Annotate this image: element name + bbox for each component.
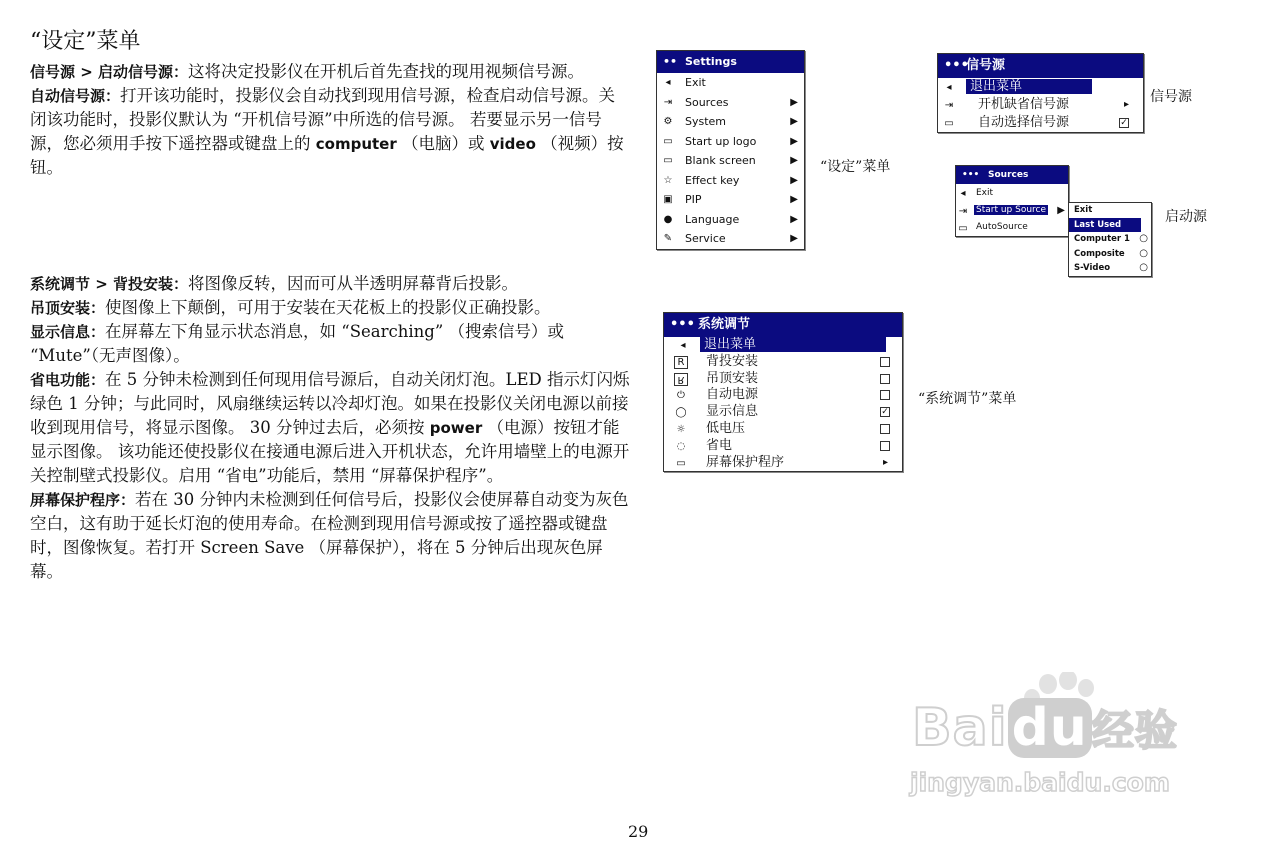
message-icon: ◯ bbox=[675, 407, 687, 419]
pip-icon: ▣ bbox=[663, 194, 673, 205]
system-menu-header bbox=[664, 313, 902, 337]
desc-autosource-end: （视频）按钮。 bbox=[30, 134, 624, 177]
watermark-brand: Bai bbox=[912, 698, 1008, 758]
menu-dots: ••• bbox=[962, 170, 980, 180]
sources-menu bbox=[955, 165, 1069, 237]
watermark-brand-du: du bbox=[1008, 698, 1092, 758]
paragraph-screen-save bbox=[30, 488, 630, 584]
term-ceiling: 吊顶安装： bbox=[30, 299, 106, 317]
submenu-item-composite[interactable] bbox=[1069, 247, 1151, 262]
menu-item-label: PIP bbox=[685, 193, 702, 206]
menu-item-effect-key[interactable] bbox=[657, 171, 804, 191]
menu-item-rear-projection[interactable] bbox=[664, 354, 902, 371]
term-startup-source: 信号源 > 启动信号源： bbox=[30, 63, 189, 81]
messages-checkbox[interactable]: ✓ bbox=[881, 407, 889, 418]
term-power-save: 省电功能： bbox=[30, 371, 106, 389]
star-icon: ☆ bbox=[663, 174, 673, 186]
key-computer: computer bbox=[315, 135, 397, 153]
menu-item-auto-power[interactable] bbox=[664, 387, 902, 404]
submenu-item-label: Composite bbox=[1074, 248, 1125, 259]
menu-item-power-save[interactable] bbox=[664, 438, 902, 455]
lamp-icon: ☼ bbox=[676, 423, 686, 435]
submenu-arrow-icon: ▸ bbox=[882, 456, 888, 468]
power-save-icon: ◌ bbox=[676, 440, 686, 452]
submenu-arrow-icon: ▶ bbox=[790, 174, 798, 186]
back-arrow-icon: ◂ bbox=[960, 188, 966, 199]
auto-source-icon: ▭ bbox=[958, 223, 968, 234]
paragraph-rear-projection bbox=[30, 272, 630, 296]
menu-item-exit[interactable] bbox=[664, 337, 902, 354]
desc-screen-save: 若在 30 分钟内未检测到任何信号后，投影仪会使屏幕自动变为灰色空白，这有助于延长灯泡的使用寿命。在检测到现用信号源或按了遥控器或键盘时，图像恢复。若打开 Screen Save （屏幕保护），将在 5 分钟后出现灰色屏幕。 bbox=[30, 490, 629, 581]
submenu-item-computer-1[interactable] bbox=[1069, 232, 1151, 247]
menu-item-label: AutoSource bbox=[976, 222, 1028, 232]
menu-item-service[interactable] bbox=[657, 229, 804, 249]
key-power: power bbox=[429, 419, 483, 437]
signal-menu-caption: 信号源 bbox=[1150, 89, 1192, 105]
settings-menu-caption: “设定”菜单 bbox=[820, 159, 891, 175]
menu-item-label: Sources bbox=[685, 95, 729, 109]
menu-item-label: Exit bbox=[685, 76, 706, 89]
desc-autosource: 打开该功能时，投影仪会自动找到现用信号源，检查启动信号源。关闭该功能时，投影仪默认为 “开机信号源”中所选的信号源。 若要显示另一信号源，您必须用手按下遥控器或键盘上的 bbox=[30, 86, 616, 153]
menu-item-label: System bbox=[685, 115, 727, 128]
menu-item-low-power[interactable] bbox=[664, 421, 902, 438]
submenu-arrow-icon: ▶ bbox=[790, 155, 798, 166]
page-number: 29 bbox=[628, 822, 649, 841]
menu-item-system[interactable] bbox=[657, 112, 804, 132]
menu-item-exit[interactable] bbox=[657, 73, 804, 93]
submenu-arrow-icon: ▶ bbox=[790, 194, 798, 205]
menu-dots: ••• bbox=[944, 58, 969, 73]
sources-icon: ⇥ bbox=[944, 100, 954, 111]
system-menu-title: 系统调节 bbox=[698, 317, 751, 332]
menu-item-label: 自动选择信号源 bbox=[978, 115, 1070, 130]
paragraph-autosource bbox=[30, 84, 630, 180]
submenu-arrow-icon: ▶ bbox=[790, 116, 798, 127]
watermark-url: jingyan.baidu.com bbox=[910, 768, 1170, 797]
menu-item-sources[interactable] bbox=[657, 93, 804, 113]
term-autosource: 自动信号源： bbox=[30, 87, 121, 105]
menu-item-label: 背投安装 bbox=[706, 353, 759, 369]
menu-item-ceiling[interactable] bbox=[664, 371, 902, 388]
menu-item-auto-source[interactable] bbox=[938, 114, 1143, 132]
term-screen-save: 屏幕保护程序： bbox=[30, 491, 136, 509]
submenu-item-label: Exit bbox=[1074, 205, 1093, 215]
menu-item-blank-screen[interactable] bbox=[657, 151, 804, 171]
menu-item-label: Exit bbox=[976, 188, 994, 198]
submenu-item-exit[interactable] bbox=[1069, 203, 1151, 218]
menu-item-startup-logo[interactable] bbox=[657, 132, 804, 152]
ceiling-icon: R bbox=[674, 373, 688, 386]
power-save-checkbox[interactable] bbox=[880, 441, 890, 451]
sources-icon: ⇥ bbox=[958, 206, 968, 217]
auto-power-checkbox[interactable] bbox=[880, 390, 890, 400]
menu-item-screen-save[interactable] bbox=[664, 455, 902, 472]
back-arrow-icon: ◂ bbox=[680, 340, 686, 351]
back-arrow-icon: ◂ bbox=[665, 77, 671, 88]
desc-autosource-mid: （电脑）或 bbox=[401, 134, 485, 153]
signal-menu-title: 信号源 bbox=[966, 58, 1006, 73]
menu-item-label: Service bbox=[685, 232, 726, 245]
startup-source-submenu bbox=[1068, 202, 1152, 277]
submenu-item-last-used[interactable] bbox=[1069, 218, 1141, 233]
submenu-arrow-icon: ▶ bbox=[790, 213, 798, 225]
menu-item-label: 退出菜单 bbox=[700, 337, 886, 352]
menu-item-label: 吊顶安装 bbox=[706, 370, 759, 386]
page-heading: “设定”菜单 bbox=[30, 29, 141, 54]
settings-menu bbox=[656, 50, 805, 250]
radio-icon: ○ bbox=[1139, 247, 1148, 259]
submenu-arrow-icon: ▶ bbox=[790, 233, 798, 244]
system-description bbox=[30, 272, 630, 584]
rear-projection-icon: R bbox=[674, 356, 688, 369]
key-video: video bbox=[489, 135, 536, 153]
startup-source-caption: 启动源 bbox=[1165, 209, 1207, 225]
submenu-arrow-icon: ▶ bbox=[790, 96, 798, 108]
desc-rear-projection: 将图像反转，因而可从半透明屏幕背后投影。 bbox=[188, 274, 519, 293]
menu-item-label: 退出菜单 bbox=[966, 79, 1092, 94]
rear-projection-checkbox[interactable] bbox=[880, 357, 890, 367]
auto-source-icon: ▭ bbox=[944, 118, 954, 129]
sources-menu-title: Sources bbox=[988, 170, 1029, 180]
submenu-arrow-icon: ▸ bbox=[1123, 99, 1129, 110]
settings-menu-header bbox=[657, 51, 804, 73]
menu-item-exit[interactable] bbox=[956, 184, 1068, 202]
paragraph-power-save bbox=[30, 368, 630, 488]
submenu-arrow-icon: ▶ bbox=[790, 135, 798, 147]
system-icon: ⚙ bbox=[663, 116, 673, 127]
signal-source-menu bbox=[937, 53, 1144, 133]
menu-item-label: Blank screen bbox=[685, 154, 756, 167]
auto-source-checkbox[interactable]: ✓ bbox=[1120, 118, 1128, 128]
menu-item-label: 屏幕保护程序 bbox=[706, 454, 785, 470]
term-rear-projection: 系统调节 > 背投安装： bbox=[30, 275, 189, 293]
radio-icon: ○ bbox=[1139, 262, 1148, 273]
sources-icon: ⇥ bbox=[663, 96, 673, 108]
baidu-jingyan-watermark bbox=[908, 672, 1208, 802]
submenu-item-label: Last Used bbox=[1074, 219, 1122, 230]
logo-icon: ▭ bbox=[663, 135, 673, 147]
watermark-suffix: 经验 bbox=[1091, 706, 1178, 755]
menu-item-label: 低电压 bbox=[706, 420, 746, 436]
signal-menu-header bbox=[938, 54, 1143, 78]
menu-dots: •• bbox=[663, 55, 678, 68]
menu-item-pip[interactable] bbox=[657, 190, 804, 210]
menu-item-startup-source[interactable] bbox=[956, 202, 1068, 219]
desc-startup-source: 这将决定投影仪在开机后首先查找的现用视频信号源。 bbox=[188, 62, 585, 81]
screen-save-icon: ▭ bbox=[676, 457, 686, 469]
wrench-icon: ✎ bbox=[663, 233, 673, 244]
menu-item-label: Start up Source bbox=[976, 205, 1047, 215]
desc-power-save: 在 5 分钟未检测到任何现用信号源后，自动关闭灯泡。LED 指示灯闪烁绿色 1 分钟；与此同时，风扇继续运转以冷却灯泡。如果在投影仪关闭电源以前接收到现用信号，将显示图像。 30 分钟过去后，必须按 bbox=[30, 370, 630, 437]
submenu-arrow-icon: ▶ bbox=[1057, 205, 1065, 216]
low-power-checkbox[interactable] bbox=[880, 424, 890, 434]
menu-dots: ••• bbox=[670, 317, 695, 332]
desc-ceiling: 使图像上下颠倒，可用于安装在天花板上的投影仪正确投影。 bbox=[105, 298, 551, 317]
system-menu bbox=[663, 312, 903, 472]
paragraph-startup-source bbox=[30, 60, 630, 84]
desc-power-save-end: （电源）按钮才能显示图像。 该功能还使投影仪在接通电源后进入开机状态，允许用墙壁上的电源开关控制壁式投影仪。启用 “省电”功能后，禁用 “屏幕保护程序”。 bbox=[30, 418, 630, 485]
menu-item-label: 自动电源 bbox=[706, 387, 759, 403]
radio-icon: ○ bbox=[1139, 233, 1148, 244]
submenu-item-s-video[interactable] bbox=[1069, 261, 1151, 276]
menu-item-label: Effect key bbox=[685, 173, 740, 187]
ceiling-checkbox[interactable] bbox=[880, 374, 890, 384]
menu-item-autosource[interactable] bbox=[956, 219, 1068, 236]
globe-icon: ● bbox=[663, 213, 673, 225]
menu-item-label: 开机缺省信号源 bbox=[978, 97, 1070, 112]
paragraph-messages bbox=[30, 320, 630, 368]
menu-item-default-source[interactable] bbox=[938, 96, 1143, 114]
settings-menu-title: Settings bbox=[685, 55, 737, 68]
paragraph-ceiling bbox=[30, 296, 630, 320]
desc-messages: 在屏幕左下角显示状态消息，如 “Searching” （搜索信号）或 “Mute”（无声图像）。 bbox=[30, 322, 565, 365]
menu-item-messages[interactable] bbox=[664, 404, 902, 421]
settings-description bbox=[30, 60, 630, 180]
menu-item-label: Start up logo bbox=[685, 134, 757, 148]
blank-screen-icon: ▭ bbox=[663, 155, 673, 166]
submenu-item-label: S-Video bbox=[1074, 263, 1111, 273]
auto-power-icon: ⏻ bbox=[677, 390, 685, 402]
menu-item-exit[interactable] bbox=[938, 78, 1143, 96]
sources-menu-header bbox=[956, 166, 1068, 184]
menu-item-language[interactable] bbox=[657, 210, 804, 230]
system-menu-caption: “系统调节”菜单 bbox=[918, 391, 1017, 407]
term-messages: 显示信息： bbox=[30, 323, 106, 341]
menu-item-label: Language bbox=[685, 212, 740, 226]
submenu-item-label: Computer 1 bbox=[1074, 234, 1130, 244]
back-arrow-icon: ◂ bbox=[946, 82, 952, 93]
menu-item-label: 显示信息 bbox=[706, 404, 759, 420]
menu-item-label: 省电 bbox=[706, 437, 733, 453]
